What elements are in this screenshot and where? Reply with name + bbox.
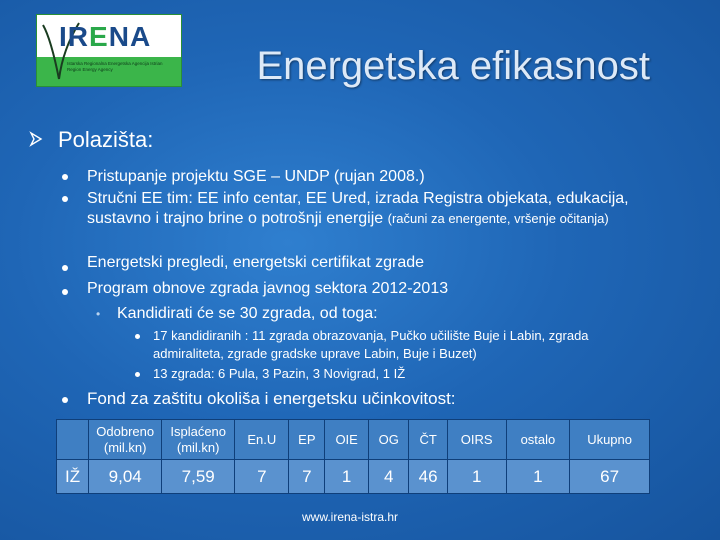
table-header-cell: ČT <box>409 420 447 460</box>
table-header-cell: En.U <box>235 420 289 460</box>
table-cell: 1 <box>325 460 369 494</box>
bullet-item-text: Stručni EE tim: EE info centar, EE Ured, izrada Registra objekata, edukacija, sustavno i trajno brine o potrošnji energije <box>87 190 629 227</box>
table-header-cell: Odobreno (mil.kn) <box>89 420 162 460</box>
table-header-cell: OIE <box>325 420 369 460</box>
table-row <box>57 460 650 494</box>
bullet-item-note: (računi za energente, vršenje očitanja) <box>387 211 609 226</box>
table-header-row <box>57 420 650 460</box>
table-header-cell: OIRS <box>447 420 506 460</box>
subsub-item: 17 kandidiranih : 11 zgrada obrazovanja, Pučko učilište Buje i Labin, zgrada admiraliteta, zgrade gradske uprave Labin, Buje i Buzet) <box>153 328 589 361</box>
table-cell: 46 <box>409 460 447 494</box>
bullet-dot-icon <box>62 265 68 271</box>
logo-brand <box>59 21 151 53</box>
table-cell: 1 <box>506 460 570 494</box>
irena-logo <box>36 14 182 87</box>
section-heading <box>28 127 153 153</box>
bullet-item: Energetski pregledi, energetski certifikat zgrade <box>87 254 425 271</box>
fund-table <box>56 419 650 494</box>
table-cell: IŽ <box>57 460 89 494</box>
bullet-item <box>87 189 667 229</box>
bullet-dot-icon <box>62 174 68 180</box>
bullet-dot-icon <box>135 334 140 339</box>
table-header-cell: Ukupno <box>570 420 650 460</box>
table-cell: 4 <box>369 460 409 494</box>
logo-tagline: Istarska Regionalna Energetska Agencija Istrian Region Energy Agency <box>67 61 163 72</box>
table-cell: 7 <box>235 460 289 494</box>
table-header-cell: Isplaćeno (mil.kn) <box>162 420 235 460</box>
section-heading-text: Polazišta: <box>58 127 154 152</box>
table-cell: 67 <box>570 460 650 494</box>
table-header-cell: OG <box>369 420 409 460</box>
sub-bullet-marker-icon: • <box>96 307 101 321</box>
table-header-cell: ostalo <box>506 420 570 460</box>
table-cell: 7 <box>289 460 325 494</box>
fund-bullet: Fond za zaštitu okoliša i energetsku učinkovitost: <box>87 389 456 408</box>
table-header-cell: EP <box>289 420 325 460</box>
bullet-dot-icon <box>62 289 68 295</box>
page-title: Energetska efikasnost <box>256 44 650 88</box>
bullet-dot-icon <box>62 196 68 202</box>
bullet-dot-icon <box>62 397 68 403</box>
bullet-item: Program obnove zgrada javnog sektora 2012-2013 <box>87 280 449 297</box>
table-header-cell <box>57 420 89 460</box>
logo-brand-text: IRENA <box>59 21 152 52</box>
sub-bullet-item: Kandidirati će se 30 zgrada, od toga: <box>117 305 378 322</box>
table-cell: 1 <box>447 460 506 494</box>
bullet-dot-icon <box>135 372 140 377</box>
footer-url[interactable]: www.irena-istra.hr <box>302 510 399 524</box>
table-cell: 7,59 <box>162 460 235 494</box>
arrow-bullet-icon <box>28 127 46 153</box>
table-cell: 9,04 <box>89 460 162 494</box>
bullet-item: Pristupanje projektu SGE – UNDP (rujan 2008.) <box>87 168 425 185</box>
subsub-item: 13 zgrada: 6 Pula, 3 Pazin, 3 Novigrad, 1 IŽ <box>153 366 406 381</box>
